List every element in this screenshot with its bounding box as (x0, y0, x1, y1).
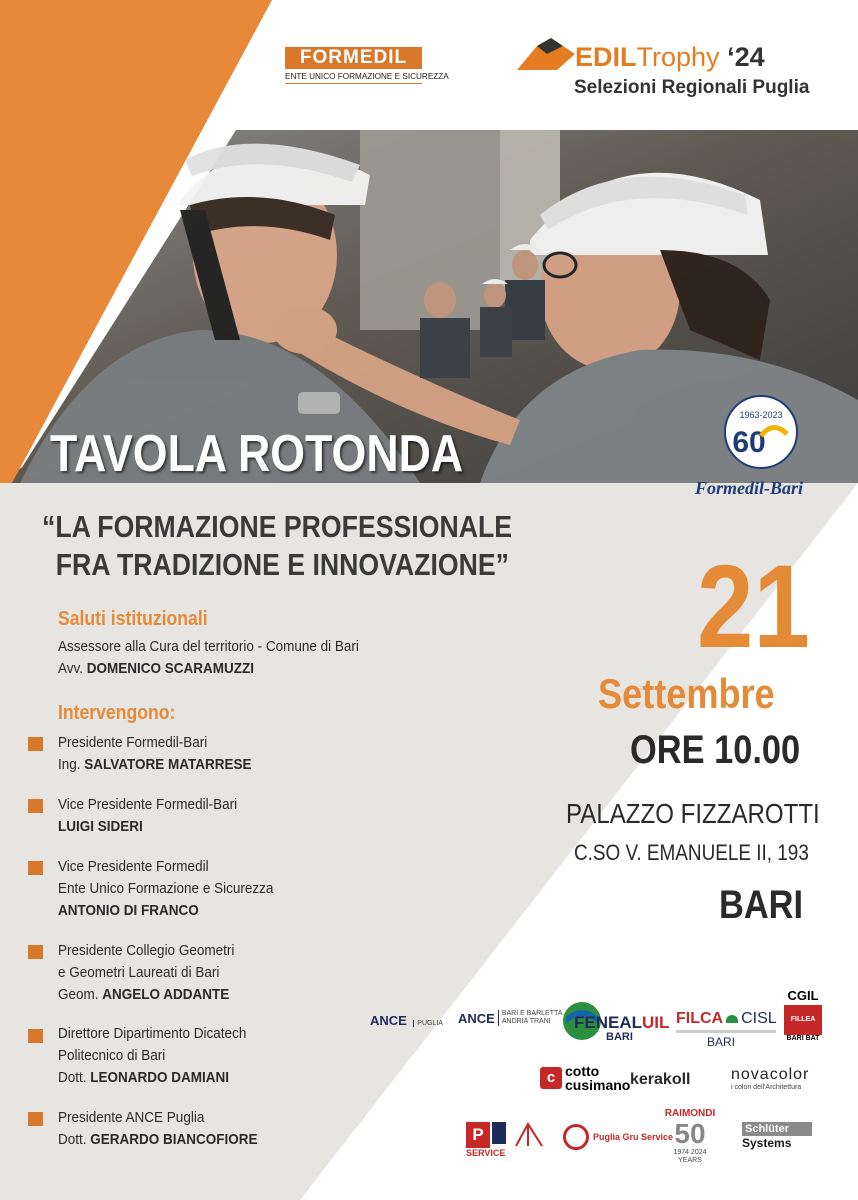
event-venue: PALAZZO FIZZAROTTI (566, 798, 820, 829)
feneal-uil-word: UIL (642, 1013, 670, 1032)
speaker-role: Presidente Collegio Geometri (58, 942, 235, 959)
schluter-word: Schlüter (742, 1122, 812, 1136)
event-address: C.SO V. EMANUELE II, 193 (574, 840, 809, 865)
cotto-text (565, 1064, 630, 1092)
speaker-prefix: Geom. (58, 986, 99, 1003)
feneal-text (574, 1013, 669, 1033)
ponto-gru-icon (492, 1122, 506, 1144)
subtitle-line-1: “LA FORMAZIONE PROFESSIONALE (42, 509, 513, 544)
puglia-gru-text: Puglia Gru Service (593, 1132, 674, 1142)
main-title: TAVOLA ROTONDA (50, 425, 464, 483)
formedil-logo (285, 47, 449, 84)
event-subtitle (42, 508, 512, 584)
speaker-item (58, 856, 273, 922)
event-city: BARI (719, 883, 804, 927)
ance-puglia-text: ANCE (370, 1013, 407, 1028)
speaker-role-line-2: Politecnico di Bari (58, 1047, 166, 1064)
speaker-role: Vice Presidente Formedil-Bari (58, 796, 238, 813)
trophy-word: Trophy (636, 42, 720, 72)
ance-bari-sub-1: BARI E BARLETTA (501, 1010, 563, 1017)
trophy-year: ‘24 (727, 42, 765, 72)
speaker-name: ANTONIO DI FRANCO (58, 902, 199, 919)
ance-puglia-sub: PUGLIA (413, 1020, 443, 1027)
edil-trophy-logo-icon (517, 38, 575, 72)
ponto-service-text: SERVICE (466, 1148, 506, 1158)
ance-bari-sub (498, 1010, 563, 1026)
speaker-person (58, 1067, 246, 1089)
speaker-item (58, 794, 237, 838)
speaker-prefix: Ing. (58, 756, 81, 773)
greetings-person (58, 658, 359, 680)
speaker-role: Direttore Dipartimento Dicatech (58, 1025, 247, 1042)
cotto-word: cotto (565, 1063, 600, 1079)
systems-word: Systems (742, 1136, 792, 1150)
greetings-block (58, 636, 359, 680)
speaker-role: Presidente ANCE Puglia (58, 1109, 205, 1126)
speaker-person (58, 1129, 258, 1151)
ponto-service-logo (466, 1118, 548, 1158)
speaker-bullet (28, 945, 43, 959)
badge-label: Formedil-Bari (695, 478, 804, 498)
speaker-person (58, 754, 252, 776)
event-time: ORE 10.00 (630, 728, 801, 772)
feneal-city: BARI (606, 1031, 633, 1043)
feneal-uil-logo (560, 995, 670, 1047)
filca-arc-icon (726, 1015, 738, 1023)
filca-divider (676, 1030, 776, 1033)
event-day: 21 (697, 541, 810, 673)
subtitle-line-2: FRA TRADIZIONE E INNOVAZIONE” (55, 547, 509, 582)
cotto-cusimano-logo (540, 1064, 630, 1092)
kerakoll-logo: kerakoll (630, 1071, 691, 1088)
badge-number: 60 (732, 426, 766, 459)
fillea-city: BARI BAT (786, 1035, 820, 1042)
raimondi-word: RAIMONDI (664, 1108, 716, 1119)
ance-bari-text: ANCE (458, 1010, 495, 1026)
greetings-role: Assessore alla Cura del territorio - Comune di Bari (58, 638, 359, 655)
speaker-name: LEONARDO DAMIANI (90, 1069, 230, 1086)
filca-city: BARI (706, 1035, 735, 1049)
formedil-logo-text: FORMEDIL (285, 47, 422, 69)
crane-icon (514, 1120, 544, 1148)
raimondi-logo (664, 1108, 716, 1165)
speaker-item (58, 1023, 246, 1089)
cotto-icon: c (540, 1067, 562, 1089)
speaker-role-line-2: Ente Unico Formazione e Sicurezza (58, 880, 274, 897)
ance-puglia-logo (370, 1012, 443, 1030)
cisl-word: CISL (741, 1010, 777, 1027)
schluter-logo (742, 1122, 812, 1150)
raimondi-range: 1974 2024 (673, 1149, 707, 1156)
fillea-text: FILLEA (784, 1005, 822, 1035)
novacolor-sub: i colori dell'Architettura (731, 1084, 802, 1091)
novacolor-logo (731, 1066, 809, 1092)
speaker-name: SALVATORE MATARRESE (84, 756, 252, 773)
speaker-name: LUIGI SIDERI (58, 818, 143, 835)
puglia-gru-logo (563, 1124, 673, 1150)
greetings-prefix: Avv. (58, 660, 84, 677)
filca-cisl-logo (676, 1010, 786, 1049)
ance-bari-logo (458, 1010, 562, 1026)
edil-trophy-title (575, 42, 765, 73)
speaker-name: GERARDO BIANCOFIORE (90, 1131, 258, 1148)
speaker-item (58, 940, 234, 1006)
ance-bari-sub-2: ANDRIA TRANI (501, 1018, 551, 1025)
filca-row (676, 1010, 786, 1028)
puglia-gru-icon (563, 1124, 589, 1150)
speaker-prefix: Dott. (58, 1069, 87, 1086)
trophy-subtitle: Selezioni Regionali Puglia (574, 77, 810, 98)
ponto-icon: P (466, 1122, 490, 1148)
speaker-bullet (28, 1112, 43, 1126)
badge-years: 1963-2023 (739, 410, 783, 420)
anniversary-badge (715, 390, 827, 475)
novacolor-word: novacolor (731, 1066, 810, 1083)
greetings-name: DOMENICO SCARAMUZZI (86, 660, 255, 677)
raimondi-years: YEARS (678, 1157, 702, 1164)
speakers-heading: Intervengono: (58, 702, 176, 724)
speaker-role: Presidente Formedil-Bari (58, 734, 208, 751)
cgil-logo (784, 988, 822, 1042)
speaker-item (58, 732, 252, 776)
speaker-role-line-2: e Geometri Laureati di Bari (58, 964, 220, 981)
speaker-bullet (28, 799, 43, 813)
speaker-person (58, 816, 237, 838)
raimondi-50: 50 (674, 1118, 706, 1149)
speaker-bullet (28, 861, 43, 875)
speaker-item (58, 1107, 258, 1151)
speaker-person (58, 900, 273, 922)
greetings-heading: Saluti istituzionali (58, 608, 208, 630)
cusimano-word: cusimano (565, 1077, 631, 1093)
speaker-role: Vice Presidente Formedil (58, 858, 209, 875)
speaker-name: ANGELO ADDANTE (102, 986, 230, 1003)
speaker-person (58, 984, 234, 1006)
speaker-bullet (28, 1029, 43, 1043)
event-month: Settembre (598, 670, 775, 717)
filca-word: FILCA (676, 1010, 724, 1027)
formedil-tagline: ENTE UNICO FORMAZIONE E SICUREZZA (285, 72, 422, 84)
speaker-bullet (28, 737, 43, 751)
edil-word: EDIL (575, 42, 637, 72)
cgil-text: CGIL (787, 988, 819, 1003)
feneal-word: FENEAL (574, 1013, 642, 1032)
speaker-prefix: Dott. (58, 1131, 87, 1148)
